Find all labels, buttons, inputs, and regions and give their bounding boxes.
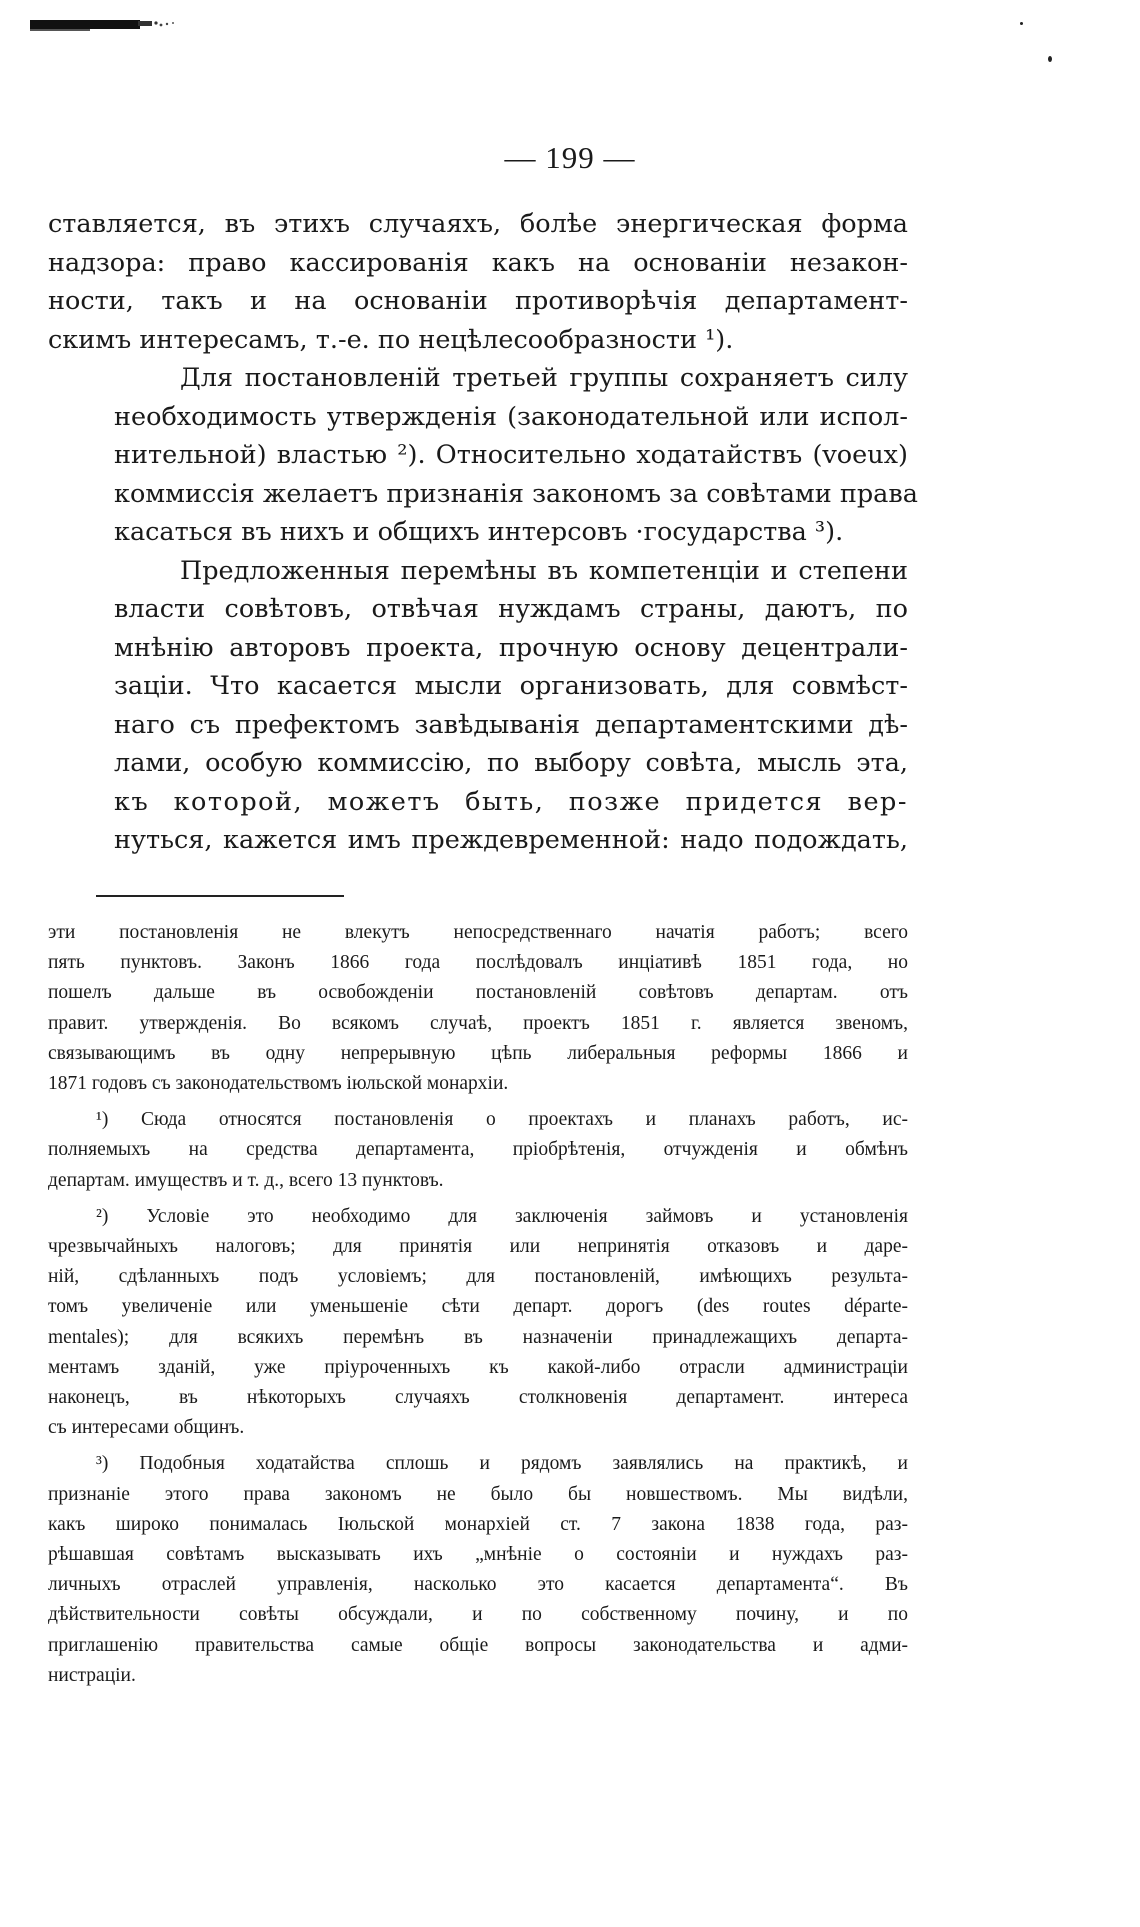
text-line: скимъ интересамъ, т.-е. по нецѣлесообразности ¹). xyxy=(48,324,734,355)
footnote-line: ²) Условіе это необходимо для заключенія займовъ и установленія xyxy=(96,1205,908,1227)
text-line: мнѣнію авторовъ проекта, прочную основу децентрали- xyxy=(114,632,908,663)
paragraph xyxy=(48,205,908,359)
footnote-line: пошелъ дальше въ освобожденіи постановленій совѣтовъ департам. отъ xyxy=(48,982,908,1004)
footnotes xyxy=(48,918,908,1697)
text-line: Предложенныя перемѣны въ компетенціи и степени xyxy=(180,555,908,586)
text-line: ставляется, въ этихъ случаяхъ, болѣе энергическая форма xyxy=(48,209,908,239)
footnote-line: mentales); для всякихъ перемѣнъ въ назначеніи принадлежащихъ департа- xyxy=(48,1326,908,1348)
paragraph xyxy=(48,359,918,552)
footnote-line: ¹) Сюда относятся постановленія о проектахъ и планахъ работъ, ис- xyxy=(96,1109,908,1131)
footnote-line: личныхъ отраслей управленія, насколько это касается департамента“. Въ xyxy=(48,1574,908,1596)
footnote-line: связывающимъ въ одну непрерывную цѣпь либеральныя реформы 1866 и xyxy=(48,1042,908,1064)
speck-mark xyxy=(1020,22,1023,25)
text-line: нительной) властью ²). Относительно ходатайствъ (voeux) xyxy=(114,440,908,470)
footnote-line: рѣшавшая совѣтамъ высказывать ихъ „мнѣніе о состояніи и нуждахъ раз- xyxy=(48,1544,908,1566)
footnote-line: эти постановленія не влекутъ непосредственнаго начатія работъ; всего xyxy=(48,922,908,943)
text-line: коммиссія желаетъ признанія закономъ за совѣтами права xyxy=(114,478,918,509)
text-line: наго съ префектомъ завѣдыванія департаментскими дѣ- xyxy=(114,709,908,740)
footnote-line: полняемыхъ на средства департамента, пріобрѣтенія, отчужденія и обмѣнъ xyxy=(48,1139,908,1161)
footnote-line: наконецъ, въ нѣкоторыхъ случаяхъ столкновенія департамент. интереса xyxy=(48,1387,908,1409)
paragraph xyxy=(48,552,908,860)
footnote-line: пять пунктовъ. Законъ 1866 года послѣдовалъ инціативѣ 1851 года, но xyxy=(48,952,908,974)
footnote-line: чрезвычайныхъ налоговъ; для принятія или непринятія отказовъ и даре- xyxy=(48,1236,908,1258)
main-text xyxy=(48,205,918,860)
footnote-line: 1871 годовъ съ законодательствомъ іюльской монархіи. xyxy=(48,1073,509,1095)
text-line: власти совѣтовъ, отвѣчая нуждамъ страны, даютъ, по xyxy=(114,594,908,624)
footnote-line: какъ широко понималась Іюльской монархіей ст. 7 закона 1838 года, раз- xyxy=(48,1513,908,1535)
ink-smudge-icon xyxy=(30,18,180,36)
footnote-line: ³) Подобныя ходатайства сплошь и рядомъ заявлялись на практикѣ, и xyxy=(96,1453,908,1475)
text-line: ности, такъ и на основаніи противорѣчія департамент- xyxy=(48,286,908,316)
text-line: къ которой, можетъ быть, позже придется вер- xyxy=(114,786,908,817)
text-line: необходимость утвержденія (законодательной или испол- xyxy=(114,401,908,432)
text-line: надзора: право кассированія какъ на основаніи незакон- xyxy=(48,247,908,278)
footnote-line: нистраціи. xyxy=(48,1664,136,1686)
text-line: лами, особую коммиссію, по выбору совѣта, мысль эта, xyxy=(114,748,908,778)
footnote-continuation xyxy=(48,918,908,1099)
text-line: нуться, кажется имъ преждевременной: надо подождать, xyxy=(114,825,908,855)
footnote-line: томъ увеличеніе или уменьшеніе сѣти департ. дорогъ (des routes départe- xyxy=(48,1296,908,1318)
text-line: касаться въ нихъ и общихъ интерсовъ ·государства ³). xyxy=(114,517,844,547)
footnote-divider xyxy=(96,895,344,897)
footnote-line: ній, сдѣланныхъ подъ условіемъ; для постановленій, имѣющихъ результа- xyxy=(48,1266,908,1288)
footnote-line: приглашенію правительства самые общіе вопросы законодательства и адми- xyxy=(48,1634,908,1656)
text-line: заціи. Что касается мысли организовать, для совмѣст- xyxy=(114,671,908,701)
footnote-line: съ интересами общинъ. xyxy=(48,1417,245,1439)
page-number: — 199 — xyxy=(504,140,636,175)
text-line: Для постановленій третьей группы сохраняетъ силу xyxy=(180,363,908,393)
scan-ink-mark xyxy=(30,18,180,36)
footnote-1 xyxy=(48,1105,908,1196)
speck-mark xyxy=(1048,56,1052,62)
footnote-line: ментамъ зданій, уже пріуроченныхъ къ какой-либо отрасли администраціи xyxy=(48,1356,908,1378)
footnote-2 xyxy=(48,1202,908,1444)
footnote-line: департам. имуществъ и т. д., всего 13 пунктовъ. xyxy=(48,1169,444,1191)
footnote-line: признаніе этого права закономъ не было бы новшествомъ. Мы видѣли, xyxy=(48,1483,908,1505)
footnote-line: дѣйствительности совѣты обсуждали, и по собственному почину, и по xyxy=(48,1604,908,1626)
footnote-line: правит. утвержденія. Во всякомъ случаѣ, проектъ 1851 г. является звеномъ, xyxy=(48,1012,908,1034)
footnote-3 xyxy=(48,1449,908,1691)
